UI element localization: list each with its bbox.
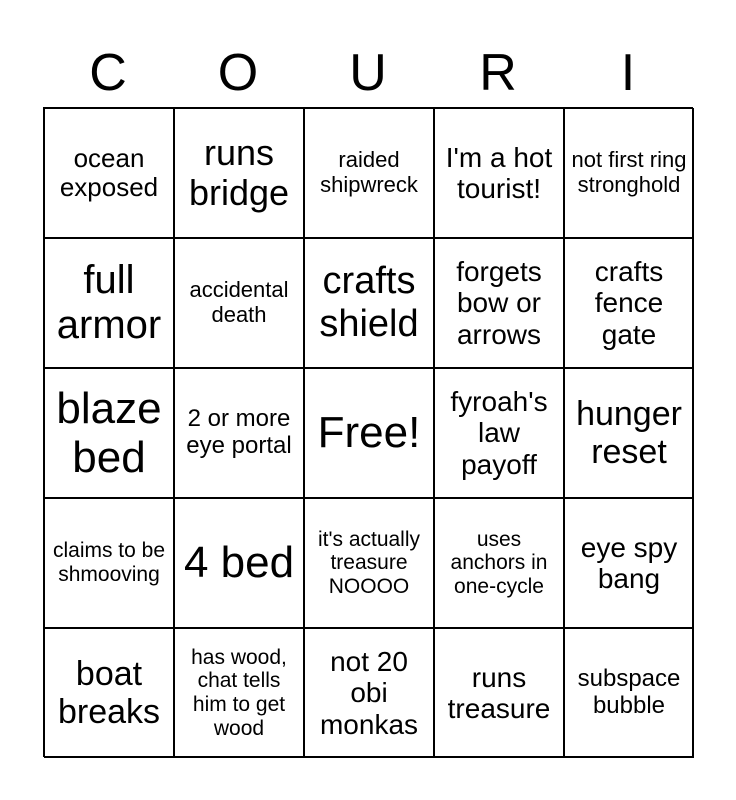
bingo-cell[interactable]: ocean exposed	[44, 108, 174, 238]
header-letter: R	[479, 44, 517, 102]
bingo-cell[interactable]: blaze bed	[44, 368, 174, 498]
bingo-cell[interactable]: 2 or more eye portal	[174, 368, 304, 498]
bingo-cell[interactable]: not first ring stronghold	[564, 108, 694, 238]
bingo-cell[interactable]: has wood, chat tells him to get wood	[174, 628, 304, 758]
bingo-cell[interactable]: accidental death	[174, 238, 304, 368]
free-space-cell[interactable]: Free!	[304, 368, 434, 498]
header-letter: U	[349, 44, 387, 102]
bingo-cell[interactable]: not 20 obi monkas	[304, 628, 434, 758]
header-letter: O	[217, 44, 259, 102]
bingo-cell[interactable]: full armor	[44, 238, 174, 368]
bingo-cell[interactable]: 4 bed	[174, 498, 304, 628]
bingo-cell[interactable]: claims to be shmooving	[44, 498, 174, 628]
bingo-cell[interactable]: uses anchors in one-cycle	[434, 498, 564, 628]
bingo-cell[interactable]: crafts fence gate	[564, 238, 694, 368]
header-letter: C	[89, 44, 127, 102]
bingo-cell[interactable]: runs bridge	[174, 108, 304, 238]
bingo-cell[interactable]: runs treasure	[434, 628, 564, 758]
bingo-cell[interactable]: I'm a hot tourist!	[434, 108, 564, 238]
bingo-cell[interactable]: raided shipwreck	[304, 108, 434, 238]
bingo-header	[43, 42, 693, 104]
bingo-cell[interactable]: fyroah's law payoff	[434, 368, 564, 498]
bingo-cell[interactable]: it's actually treasure NOOOO	[304, 498, 434, 628]
bingo-cell[interactable]: eye spy bang	[564, 498, 694, 628]
bingo-cell[interactable]: subspace bubble	[564, 628, 694, 758]
bingo-cell[interactable]: boat breaks	[44, 628, 174, 758]
bingo-cell[interactable]: hunger reset	[564, 368, 694, 498]
bingo-cell[interactable]: forgets bow or arrows	[434, 238, 564, 368]
bingo-grid	[43, 107, 693, 757]
header-letter: I	[620, 44, 636, 102]
bingo-cell[interactable]: crafts shield	[304, 238, 434, 368]
